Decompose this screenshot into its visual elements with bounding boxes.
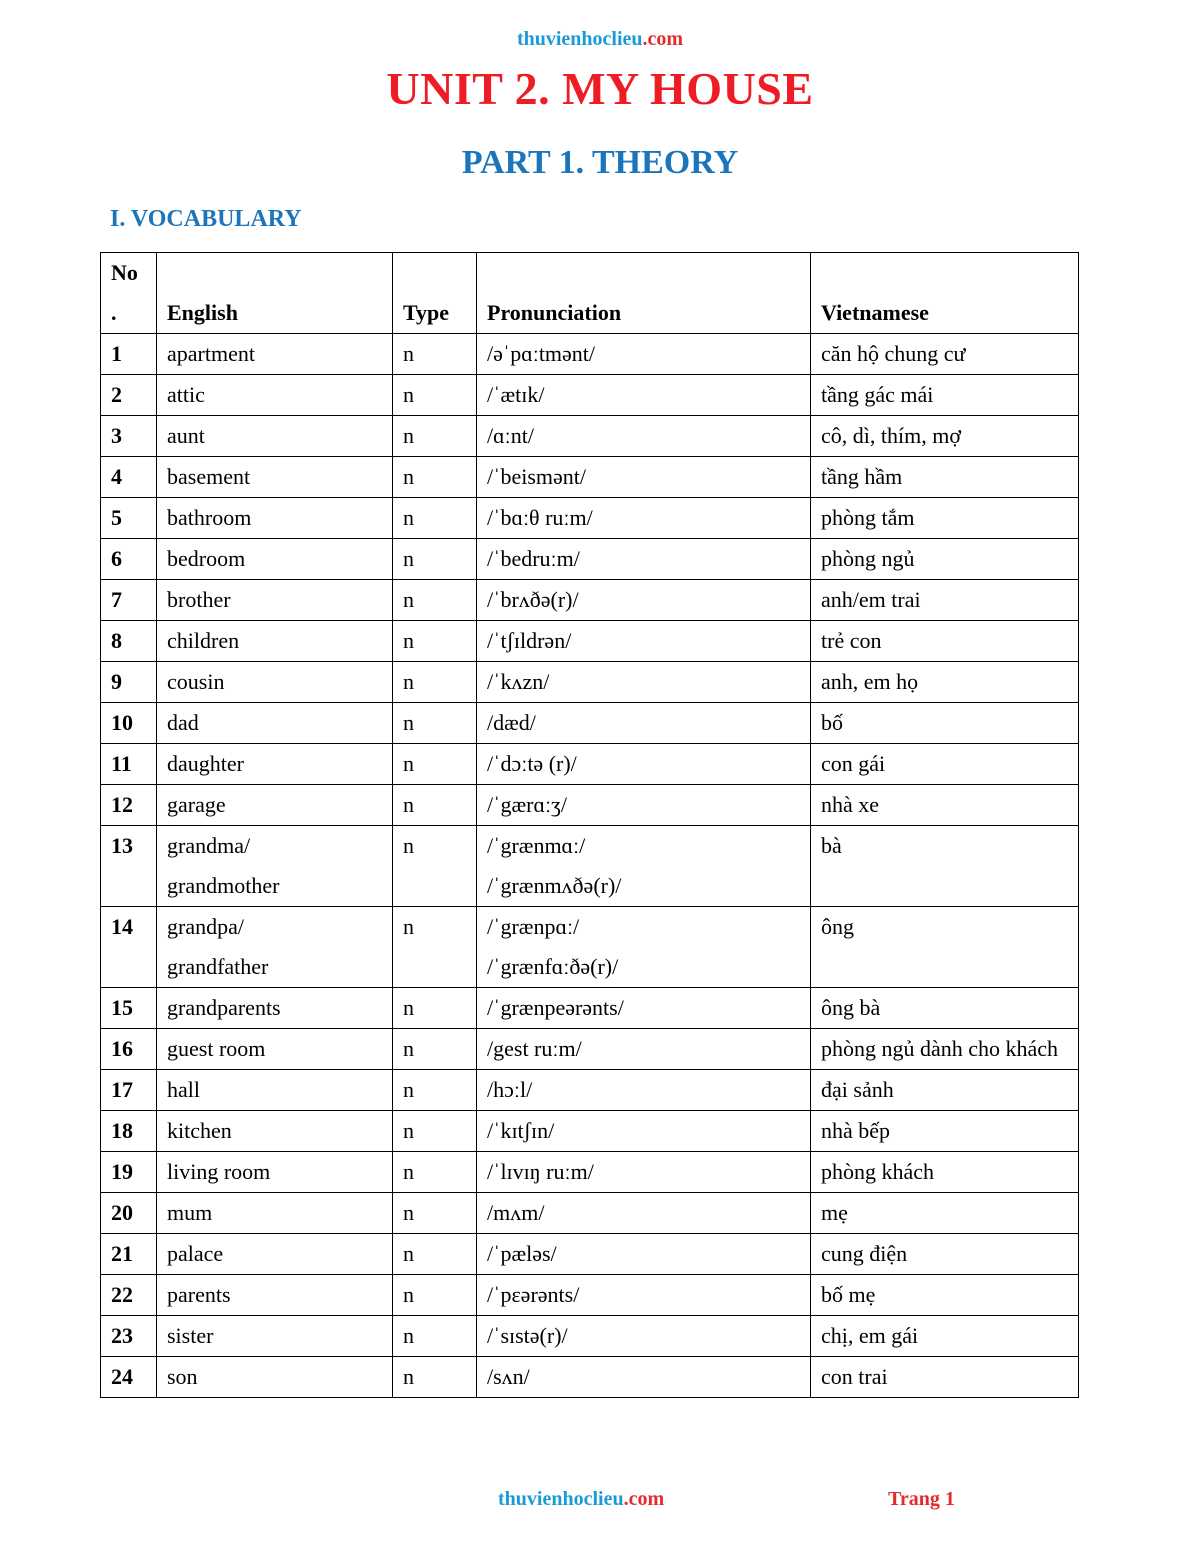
word-type: n xyxy=(393,1070,477,1111)
page-title: UNIT 2. MY HOUSE xyxy=(386,63,814,114)
row-number: 1 xyxy=(101,334,157,375)
pronunciation: /ˈkɪtʃɪn/ xyxy=(477,1111,811,1152)
table-row xyxy=(101,498,1079,539)
english-word: dad xyxy=(157,703,393,744)
table-row xyxy=(101,1111,1079,1152)
english-word: grandpa/ grandfather xyxy=(157,907,393,988)
pronunciation: /ˈdɔːtə (r)/ xyxy=(477,744,811,785)
table-row xyxy=(101,334,1079,375)
row-number: 16 xyxy=(101,1029,157,1070)
pronunciation: /ɑːnt/ xyxy=(477,416,811,457)
footer-site-name: thuvienhoclieu xyxy=(498,1488,624,1510)
english-word: basement xyxy=(157,457,393,498)
vietnamese-meaning: phòng khách xyxy=(811,1152,1079,1193)
row-number: 23 xyxy=(101,1316,157,1357)
row-number: 22 xyxy=(101,1275,157,1316)
pronunciation: /ˈtʃɪldrən/ xyxy=(477,621,811,662)
site-name: thuvienhoclieu xyxy=(516,28,643,50)
row-number: 8 xyxy=(101,621,157,662)
table-row xyxy=(101,621,1079,662)
section-heading: I. VOCABULARY xyxy=(110,206,302,232)
english-word: daughter xyxy=(157,744,393,785)
english-word: son xyxy=(157,1357,393,1398)
pronunciation: /gest ruːm/ xyxy=(477,1029,811,1070)
pronunciation: /ˈsɪstə(r)/ xyxy=(477,1316,811,1357)
english-word: aunt xyxy=(157,416,393,457)
vietnamese-meaning: tầng hầm xyxy=(811,457,1079,498)
vietnamese-meaning: bố mẹ xyxy=(811,1275,1079,1316)
row-number: 3 xyxy=(101,416,157,457)
english-word: hall xyxy=(157,1070,393,1111)
english-word: brother xyxy=(157,580,393,621)
site-header xyxy=(0,28,1200,51)
english-word: grandparents xyxy=(157,988,393,1029)
word-type: n xyxy=(393,1111,477,1152)
english-word: kitchen xyxy=(157,1111,393,1152)
vietnamese-meaning: con gái xyxy=(811,744,1079,785)
word-type: n xyxy=(393,498,477,539)
vietnamese-meaning: nhà bếp xyxy=(811,1111,1079,1152)
english-word: children xyxy=(157,621,393,662)
table-row xyxy=(101,907,1079,988)
pronunciation: /dæd/ xyxy=(477,703,811,744)
word-type: n xyxy=(393,334,477,375)
english-word: apartment xyxy=(157,334,393,375)
row-number: 14 xyxy=(101,907,157,988)
vietnamese-meaning: đại sảnh xyxy=(811,1070,1079,1111)
word-type: n xyxy=(393,988,477,1029)
table-row xyxy=(101,539,1079,580)
table-row xyxy=(101,1193,1079,1234)
table-row xyxy=(101,1029,1079,1070)
row-number: 18 xyxy=(101,1111,157,1152)
english-word: grandma/ grandmother xyxy=(157,826,393,907)
vietnamese-meaning: chị, em gái xyxy=(811,1316,1079,1357)
pronunciation: /hɔːl/ xyxy=(477,1070,811,1111)
english-word: guest room xyxy=(157,1029,393,1070)
vocabulary-table xyxy=(100,252,1079,1398)
word-type: n xyxy=(393,785,477,826)
table-row xyxy=(101,744,1079,785)
footer-site xyxy=(498,1488,664,1511)
column-header-pronunciation: Pronunciation xyxy=(477,253,811,334)
vietnamese-meaning: nhà xe xyxy=(811,785,1079,826)
pronunciation: /ˈgærɑːʒ/ xyxy=(477,785,811,826)
english-word: garage xyxy=(157,785,393,826)
pronunciation: /ˈbrʌðə(r)/ xyxy=(477,580,811,621)
vietnamese-meaning: phòng ngủ xyxy=(811,539,1079,580)
pronunciation: /əˈpɑːtmənt/ xyxy=(477,334,811,375)
row-number: 6 xyxy=(101,539,157,580)
pronunciation: /ˈpɛərənts/ xyxy=(477,1275,811,1316)
table-row xyxy=(101,1316,1079,1357)
word-type: n xyxy=(393,1029,477,1070)
footer-site-domain: .com xyxy=(623,1488,665,1510)
pronunciation: /ˈlɪvɪŋ ruːm/ xyxy=(477,1152,811,1193)
table-row xyxy=(101,826,1079,907)
word-type: n xyxy=(393,375,477,416)
row-number: 12 xyxy=(101,785,157,826)
vietnamese-meaning: anh, em họ xyxy=(811,662,1079,703)
word-type: n xyxy=(393,580,477,621)
word-type: n xyxy=(393,621,477,662)
pronunciation: /ˈbedruːm/ xyxy=(477,539,811,580)
row-number: 5 xyxy=(101,498,157,539)
table-row xyxy=(101,703,1079,744)
row-number: 20 xyxy=(101,1193,157,1234)
vietnamese-meaning: mẹ xyxy=(811,1193,1079,1234)
table-row xyxy=(101,785,1079,826)
pronunciation: /ˈbɑːθ ruːm/ xyxy=(477,498,811,539)
vietnamese-meaning: căn hộ chung cư xyxy=(811,334,1079,375)
row-number: 24 xyxy=(101,1357,157,1398)
word-type: n xyxy=(393,1357,477,1398)
vietnamese-meaning: cô, dì, thím, mợ xyxy=(811,416,1079,457)
english-word: mum xyxy=(157,1193,393,1234)
word-type: n xyxy=(393,662,477,703)
word-type: n xyxy=(393,416,477,457)
column-header-vietnamese: Vietnamese xyxy=(811,253,1079,334)
table-row xyxy=(101,662,1079,703)
row-number: 17 xyxy=(101,1070,157,1111)
english-word: sister xyxy=(157,1316,393,1357)
table-row xyxy=(101,1234,1079,1275)
vietnamese-meaning: phòng tắm xyxy=(811,498,1079,539)
vietnamese-meaning: bà xyxy=(811,826,1079,907)
english-word: bathroom xyxy=(157,498,393,539)
pronunciation: /ˈgrænpɑː/ /ˈgrænfɑːðə(r)/ xyxy=(477,907,811,988)
row-number: 15 xyxy=(101,988,157,1029)
word-type: n xyxy=(393,744,477,785)
table-row xyxy=(101,457,1079,498)
column-header-type: Type xyxy=(393,253,477,334)
row-number: 7 xyxy=(101,580,157,621)
vietnamese-meaning: phòng ngủ dành cho khách xyxy=(811,1029,1079,1070)
part-heading: PART 1. THEORY xyxy=(461,144,739,181)
row-number: 11 xyxy=(101,744,157,785)
word-type: n xyxy=(393,1152,477,1193)
table-row xyxy=(101,375,1079,416)
word-type: n xyxy=(393,703,477,744)
column-header-no: No . xyxy=(101,253,157,334)
vietnamese-meaning: con trai xyxy=(811,1357,1079,1398)
pronunciation: /ˈætɪk/ xyxy=(477,375,811,416)
english-word: parents xyxy=(157,1275,393,1316)
english-word: attic xyxy=(157,375,393,416)
vietnamese-meaning: bố xyxy=(811,703,1079,744)
word-type: n xyxy=(393,1234,477,1275)
row-number: 4 xyxy=(101,457,157,498)
english-word: living room xyxy=(157,1152,393,1193)
site-domain: .com xyxy=(642,28,684,50)
pronunciation: /mʌm/ xyxy=(477,1193,811,1234)
pronunciation: /ˈgrænpeərənts/ xyxy=(477,988,811,1029)
table-row xyxy=(101,1275,1079,1316)
vietnamese-meaning: anh/em trai xyxy=(811,580,1079,621)
word-type: n xyxy=(393,457,477,498)
table-row xyxy=(101,1070,1079,1111)
word-type: n xyxy=(393,907,477,988)
pronunciation: /ˈkʌzn/ xyxy=(477,662,811,703)
row-number: 9 xyxy=(101,662,157,703)
vietnamese-meaning: ông bà xyxy=(811,988,1079,1029)
row-number: 19 xyxy=(101,1152,157,1193)
table-row xyxy=(101,1357,1079,1398)
english-word: cousin xyxy=(157,662,393,703)
english-word: bedroom xyxy=(157,539,393,580)
pronunciation: /ˈbeismənt/ xyxy=(477,457,811,498)
table-row xyxy=(101,1152,1079,1193)
table-header-row xyxy=(101,253,1079,334)
column-header-english: English xyxy=(157,253,393,334)
word-type: n xyxy=(393,826,477,907)
vietnamese-meaning: ông xyxy=(811,907,1079,988)
row-number: 10 xyxy=(101,703,157,744)
pronunciation: /ˈpæləs/ xyxy=(477,1234,811,1275)
table-row xyxy=(101,580,1079,621)
word-type: n xyxy=(393,1275,477,1316)
vietnamese-meaning: cung điện xyxy=(811,1234,1079,1275)
word-type: n xyxy=(393,1316,477,1357)
row-number: 21 xyxy=(101,1234,157,1275)
vietnamese-meaning: trẻ con xyxy=(811,621,1079,662)
vietnamese-meaning: tầng gác mái xyxy=(811,375,1079,416)
row-number: 13 xyxy=(101,826,157,907)
english-word: palace xyxy=(157,1234,393,1275)
table-row xyxy=(101,416,1079,457)
word-type: n xyxy=(393,1193,477,1234)
pronunciation: /ˈgrænmɑː/ /ˈgrænmʌðə(r)/ xyxy=(477,826,811,907)
row-number: 2 xyxy=(101,375,157,416)
table-row xyxy=(101,988,1079,1029)
pronunciation: /sʌn/ xyxy=(477,1357,811,1398)
word-type: n xyxy=(393,539,477,580)
page-number: Trang 1 xyxy=(888,1488,955,1510)
